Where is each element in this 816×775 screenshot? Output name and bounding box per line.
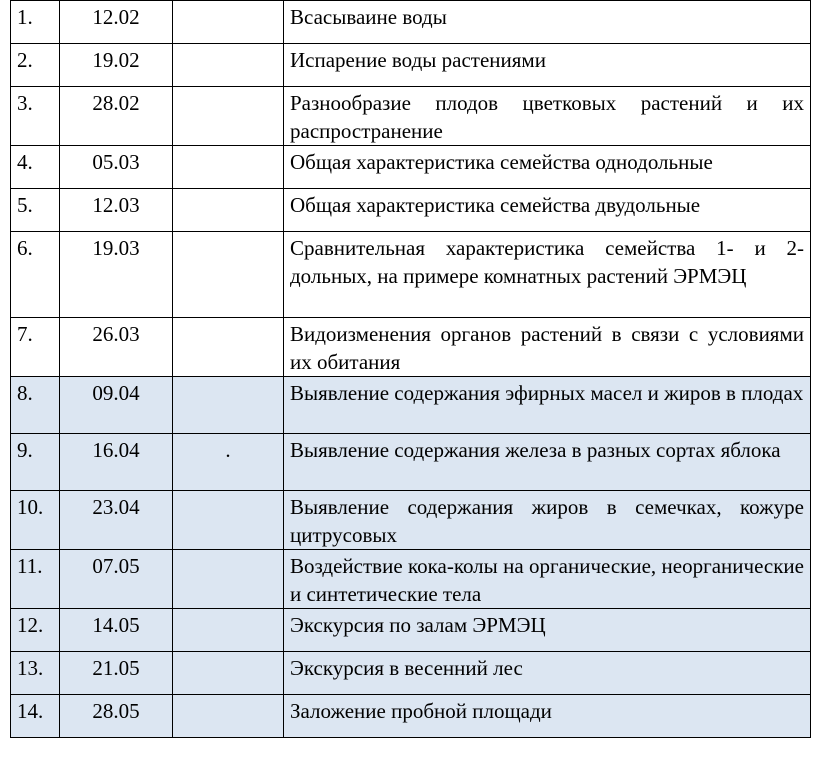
table-row xyxy=(11,695,811,738)
row-date-cell: 05.03 xyxy=(60,146,173,189)
row-date-cell: 07.05 xyxy=(60,550,173,609)
row-number-cell: 11. xyxy=(11,550,60,609)
row-topic-cell: Общая характеристика семейства двудольные xyxy=(284,189,811,232)
row-number-cell: 3. xyxy=(11,87,60,146)
row-date-cell: 21.05 xyxy=(60,652,173,695)
row-note-cell xyxy=(173,695,284,738)
row-number-cell: 13. xyxy=(11,652,60,695)
row-note-cell xyxy=(173,377,284,434)
row-topic-cell: Выявление содержания эфирных масел и жиров в плодах xyxy=(284,377,811,434)
row-topic-cell: Экскурсия в весенний лес xyxy=(284,652,811,695)
row-date-cell: 23.04 xyxy=(60,491,173,550)
table-row xyxy=(11,232,811,318)
row-number-cell: 12. xyxy=(11,609,60,652)
row-number-cell: 14. xyxy=(11,695,60,738)
row-date-cell: 28.05 xyxy=(60,695,173,738)
table-row xyxy=(11,318,811,377)
table-row xyxy=(11,44,811,87)
row-date-cell: 12.02 xyxy=(60,1,173,44)
row-date-cell: 19.03 xyxy=(60,232,173,318)
row-topic-cell: Общая характеристика семейства однодольные xyxy=(284,146,811,189)
row-date-cell: 19.02 xyxy=(60,44,173,87)
table-row xyxy=(11,146,811,189)
table-row xyxy=(11,652,811,695)
table-row xyxy=(11,609,811,652)
row-topic-cell: Выявление содержания железа в разных сортах яблока xyxy=(284,434,811,491)
table-row xyxy=(11,377,811,434)
row-topic-cell: Разнообразие плодов цветковых растений и их распространение xyxy=(284,87,811,146)
row-number-cell: 8. xyxy=(11,377,60,434)
row-note-cell xyxy=(173,318,284,377)
row-number-cell: 6. xyxy=(11,232,60,318)
row-number-cell: 2. xyxy=(11,44,60,87)
row-topic-cell: Выявление содержания жиров в семечках, кожуре цитрусовых xyxy=(284,491,811,550)
row-note-cell xyxy=(173,232,284,318)
row-number-cell: 5. xyxy=(11,189,60,232)
row-date-cell: 09.04 xyxy=(60,377,173,434)
row-topic-cell: Заложение пробной площади xyxy=(284,695,811,738)
row-date-cell: 26.03 xyxy=(60,318,173,377)
row-number-cell: 10. xyxy=(11,491,60,550)
row-date-cell: 14.05 xyxy=(60,609,173,652)
row-topic-cell: Сравнительная характеристика семейства 1- и 2-дольных, на примере комнатных растений ЭРМЭЦ xyxy=(284,232,811,318)
row-topic-cell: Всасываине воды xyxy=(284,1,811,44)
row-note-cell: . xyxy=(173,434,284,491)
row-note-cell xyxy=(173,44,284,87)
row-note-cell xyxy=(173,1,284,44)
row-date-cell: 28.02 xyxy=(60,87,173,146)
row-note-cell xyxy=(173,652,284,695)
row-number-cell: 4. xyxy=(11,146,60,189)
table-row xyxy=(11,87,811,146)
schedule-table xyxy=(10,0,811,738)
row-topic-cell: Испарение воды растениями xyxy=(284,44,811,87)
row-number-cell: 1. xyxy=(11,1,60,44)
table-row xyxy=(11,491,811,550)
row-note-cell xyxy=(173,189,284,232)
row-date-cell: 12.03 xyxy=(60,189,173,232)
table-row xyxy=(11,1,811,44)
row-note-cell xyxy=(173,550,284,609)
row-number-cell: 7. xyxy=(11,318,60,377)
row-date-cell: 16.04 xyxy=(60,434,173,491)
row-note-cell xyxy=(173,491,284,550)
row-number-cell: 9. xyxy=(11,434,60,491)
schedule-table-body xyxy=(11,1,811,738)
row-topic-cell: Воздействие кока-колы на органические, неорганические и синтетические тела xyxy=(284,550,811,609)
row-note-cell xyxy=(173,87,284,146)
row-note-cell xyxy=(173,609,284,652)
row-topic-cell: Экскурсия по залам ЭРМЭЦ xyxy=(284,609,811,652)
table-row xyxy=(11,189,811,232)
table-row xyxy=(11,550,811,609)
row-topic-cell: Видоизменения органов растений в связи с условиями их обитания xyxy=(284,318,811,377)
table-row xyxy=(11,434,811,491)
row-note-cell xyxy=(173,146,284,189)
